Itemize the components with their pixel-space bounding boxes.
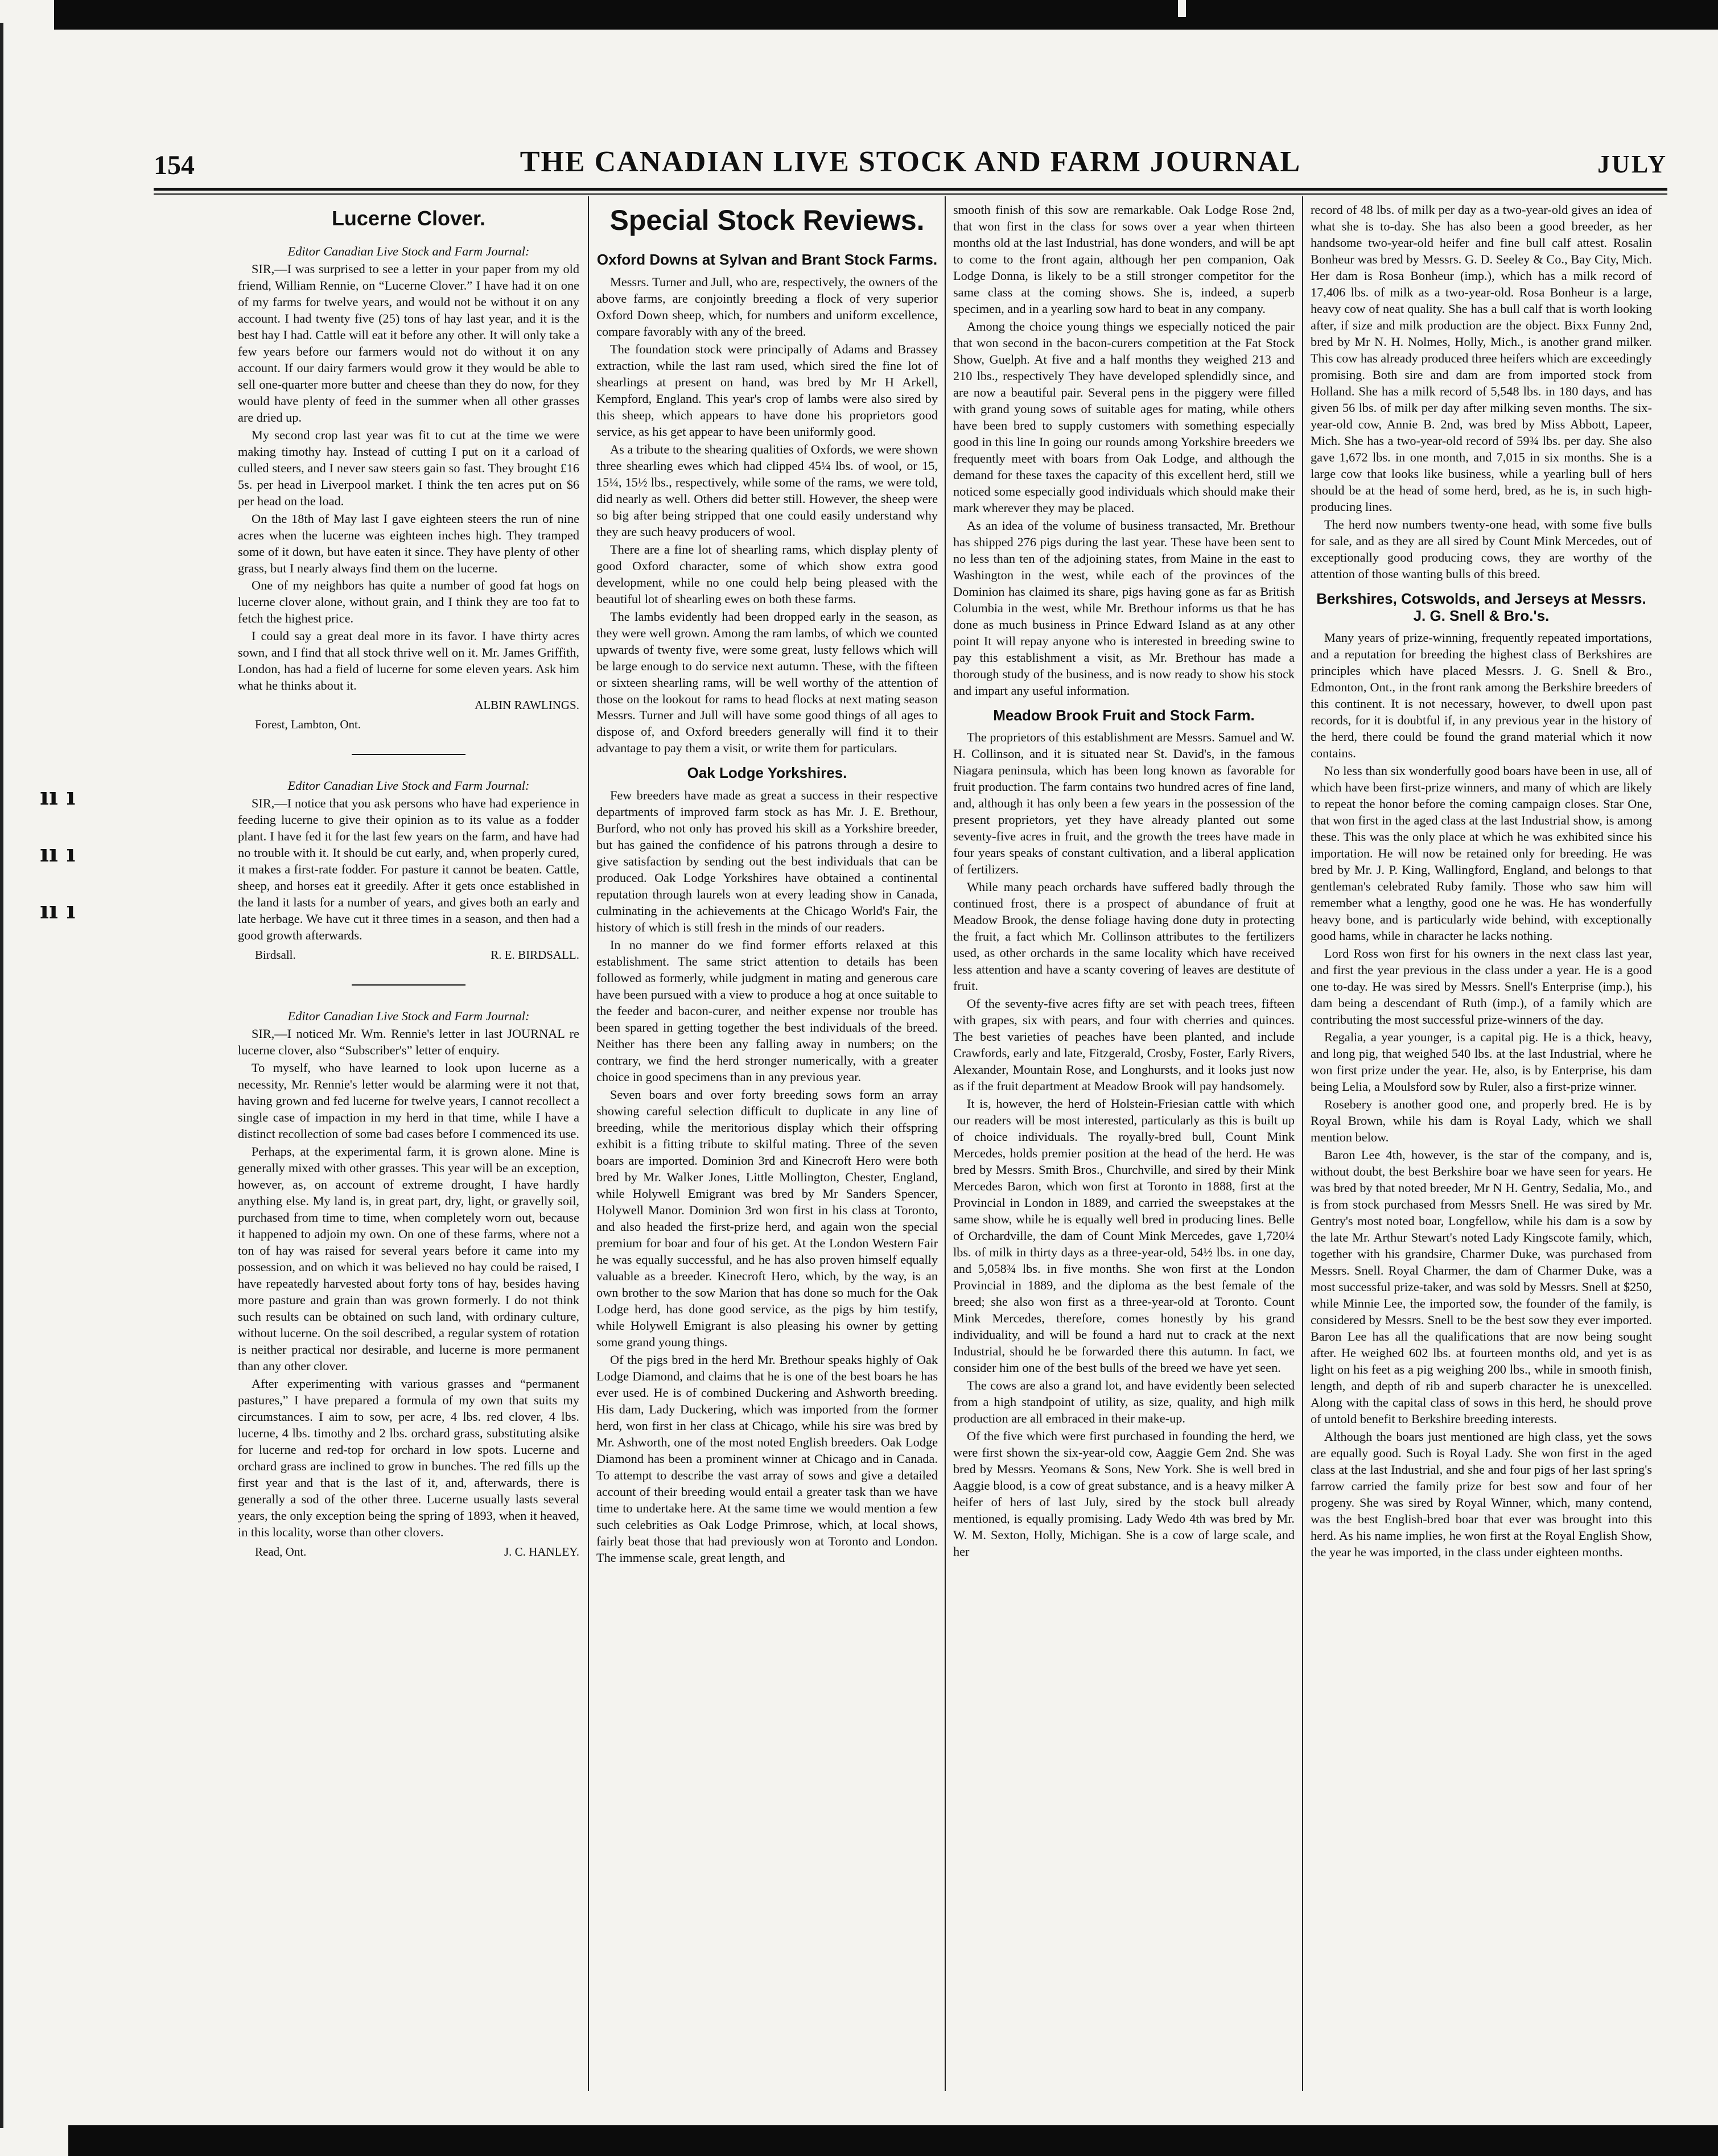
paragraph: There are a fine lot of shearling rams, which display plenty of good Oxford character, some of which show extra good development, while no one could help being pleased with the beautiful lot of shearling ewes on both these farms. [596, 542, 938, 606]
column-rule [1302, 196, 1303, 2091]
margin-mark: ıı ı [40, 782, 76, 810]
paragraph: Of the five which were first purchased in founding the herd, we were first shown the six-year-old cow, Aaggie Gem 2nd. She was bred by Messrs. Yeomans & Sons, New York. She is well bred in Aaggie blood, is a cow of great substance, and is a heavy milker A heifer of hers of last July, sired by the stock bull already mentioned, is equally promising. Lady Wedo 4th was bred by Mr. W. M. Sexton, Holly, Michigan. She is a cow of large scale, and her [953, 1428, 1295, 1559]
paragraph: No less than six wonderfully good boars have been in use, all of which have been first-prize winners, and many of which are likely to repeat the honor before the coming campaign closes. Star One, that won first in the aged class at the last Industrial show, is among these. This was the only place at which he was exhibited since his importation. He will now be retained only for breeding. He was bred by Mr. J. P. King, Wallingford, England, and belongs to that gentleman's celebrated Ruby family. Those who saw him will remember what a lengthy, good one he was. He has wonderfully heavy bone, and is particularly wide behind, with exceptionally good hams, while in character he lacks nothing. [1311, 764, 1652, 943]
paragraph: Lord Ross won first for his owners in the next class last year, and first the year previous in the class under a year. He is a good one to-day. He was sired by Messrs. Snell's Enterprise (imp.), his dam being a descendant of Ruth (imp.), of a family which are contributing the most successful prize-winners of the day. [1311, 946, 1652, 1027]
header-rule-thin [154, 193, 1667, 195]
paragraph: smooth finish of this sow are remarkable. Oak Lodge Rose 2nd, that won first in the class for sows over a year when thirteen months old at the last Industrial, has done wonders, and will be apt to come to the front again, although her pen companion, Oak Lodge Donna, is likely to be a still stronger competitor for the same class at the coming shows. She is, indeed, a superb specimen, and in a yearling sow hard to beat in any company. [953, 203, 1295, 316]
column-rule [588, 196, 589, 2091]
paragraph: To myself, who have learned to look upon lucerne as a necessity, Mr. Rennie's letter would be alarming were it not that, having grown and fed lucerne for twelve years, I cannot recollect a single case of impaction in my herd in that time, while I have a distinct recollection of some bad cases before I commenced its use. [238, 1061, 579, 1141]
paragraph: I could say a great deal more in its favor. I have thirty acres sown, and I find that all stock thrive well on it. Mr. James Griffith, London, has had a field of lucerne for some eleven years. Ask him what he thinks about it. [238, 629, 579, 693]
paragraph: Among the choice young things we especially noticed the pair that won second in the bacon-curers competition at the Fat Stock Show, Guelph. At five and a half months they weighed 213 and 210 lbs., respectively They have developed splendidly since, and are now a beautiful pair. Several pens in the piggery were filled with grand young sows of suitable ages for mating, while others have been bred to supply customers with something especially good in this line In going our rounds among Yorkshire breeders we frequently meet with boars from Oak Lodge, and although the demand for these taxes the capacity of this excellent herd, still we noticed some especially good individuals which should make their mark wherever they may be placed. [953, 319, 1295, 515]
signature-name: ALBIN RAWLINGS. [475, 698, 579, 712]
margin-mark: ıı ı [40, 839, 76, 867]
column-4 [1311, 202, 1652, 2091]
signature: Read, Ont. J. C. HANLEY. [255, 1544, 579, 1559]
page-header [154, 145, 1667, 185]
paragraph: SIR,—I noticed Mr. Wm. Rennie's letter in last JOURNAL re lucerne clover, also “Subscriber's” letter of enquiry. [238, 1027, 579, 1058]
paragraph: Of the seventy-five acres fifty are set with peach trees, fifteen with grapes, six with pears, and four with cherries and quinces. The best varieties of peaches have been planted, and include Crawfords, early and late, Fitzgerald, Crosby, Foster, Early Rivers, Alexander, Mountain Rose, and Longhursts, and it looks just now as if the fruit department at Meadow Brook will pay handsomely. [953, 996, 1295, 1094]
journal-title: THE CANADIAN LIVE STOCK AND FARM JOURNAL [520, 146, 1301, 178]
paragraph: My second crop last year was fit to cut at the time we were making timothy hay. Instead of cutting I put on it a carload of culled steers, and I never saw steers gain so fast. They brought £16 5s. per head in Liverpool market. I think the ten acres put on $6 per head on the load. [238, 427, 579, 508]
scan-top-bar [54, 0, 1718, 30]
paragraph: record of 48 lbs. of milk per day as a two-year-old gives an idea of what she is to-day. She has also been a good breeder, as her handsome two-year-old heifer and fine bull calf attest. Rosalin Bonheur was bred by Messrs. G. D. Seeley & Co., Bay City, Mich. Her dam is Rosa Bonheur (imp.), which has a milk record of 17,406 lbs. of milk as a two-year-old. Rosa Bonheur is a large, heavy cow of neat quality. She has a bull calf that is worth looking after, if size and milk production are the object. Bixx Funny 2nd, bred by Mr N. H. Nolmes, Holly, Mich., is another grand milker. This cow has already produced three heifers which are exceedingly promising. Both sire and dam are from imported stock from Holland. She has a milk record of 5,548 lbs. in 180 days, and has given 56 lbs. of milk per day after milking seven months. The six-year-old cow, Annie B. 2nd, was bred by Miss Abbott, Lapeer, Mich. She has a two-year-old record of 59¾ lbs. per day. She also gave 1,672 lbs. in one month, and 7,015 in six months. She is a large cow that looks like business, while a yearling bull of hers should be at the head of some herd, bred, as he is, in such high-producing lines. [1311, 203, 1652, 514]
paragraph: Seven boars and over forty breeding sows form an array showing careful selection difficult to duplicate in any line of breeding, while the meritorious display which their offspring exhibit is a fitting tribute to skilful mating. Three of the seven boars are imported. Dominion 3rd and Kinecroft Hero were both bred by Mr. Walker Jones, Little Mollington, Chester, England, while Holywell Emigrant was bred by Mr Sanders Spencer, Holywell Manor. Dominion 3rd won first in his class at Toronto, and also headed the first-prize herd, and again won the special premium for boar and four of his get. At the London Western Fair he was equally successful, and he has also proven himself equally valuable as a breeder. Kinecroft Hero, which, by the way, is an own brother to the sow Marion that has done so much for the Oak Lodge herd, has done good service, as the pigs by him testify, while Holywell Emigrant is also pleasing his owner by getting some grand young things. [596, 1087, 938, 1349]
paragraph: Few breeders have made as great a success in their respective departments of improved farm stock as has Mr. J. E. Brethour, Burford, who not only has proved his skill as a Yorkshire breeder, but has gained the confidence of his patrons through a desire to give satisfaction by sending out the best individuals that can be produced. Oak Lodge Yorkshires have obtained a continental reputation through laurels won at every leading show in Canada, culminating in the achievements at the Chicago World's Fair, the history of which is still fresh in the minds of our readers. [596, 788, 938, 935]
column-2 [596, 202, 938, 2091]
scan-top-gap [1178, 0, 1186, 17]
paragraph: The lambs evidently had been dropped early in the season, as they were well grown. Among the ram lambs, of which we counted upwards of twenty five, were some great, lusty fellows which will be large enough to do service next autumn. These, with the fifteen or sixteen shearling rams, will be well worthy of the attention of those on the lookout for rams to head flocks at next mating season Messrs. Turner and Jull will have some good things of all ages to dispose of, and Oxford breeders generally will find it to their advantage to pay them a visit, or write them for particulars. [596, 609, 938, 756]
paragraph: Messrs. Turner and Jull, who are, respectively, the owners of the above farms, are conjointly breeding a flock of very superior Oxford Down sheep, which, for numbers and uniform excellence, compare favorably with any of the breed. [596, 274, 938, 339]
editor-salutation: Editor Canadian Live Stock and Farm Journal: [287, 778, 530, 793]
paragraph: Perhaps, at the experimental farm, it is grown alone. Mine is generally mixed with other grasses. This year will be an exception, however, as, on account of extreme drought, I have hardly anything else. My land is, in great part, dry, light, or gravelly soil, purchased from time to time, when completely worn out, because it happened to adjoin my own. On one of these farms, where not a ton of hay was raised for several years before it came into my possession, and on which it was believed no hay could be raised, I have repeatedly harvested about forty tons of hay, besides having more pasture and grain than was grown formerly. I do not think such results can be obtained on such land, with ordinary culture, without lucerne. On the soil described, a regular system of rotation is neither practical nor desirable, and lucerne is more permanent than any other clover. [238, 1144, 579, 1373]
column-rule [945, 196, 946, 2091]
divider [352, 984, 465, 986]
paragraph: On the 18th of May last I gave eighteen steers the run of nine acres when the lucerne was eighteen inches high. They tramped some of it down, but have eaten it since. They have plenty of other grass, but I nearly always find them on the lucerne. [238, 511, 579, 575]
paragraph: SIR,—I was surprised to see a letter in your paper from my old friend, William Rennie, on “Lucerne Clover.” I have had it on one of my farms for twelve years, and would not be without it on any account. I had twenty five (25) tons of hay last year, and it is the best hay I had. Cattle will eat it before any other. It will only take a few years before our farmers would not do without it on any account. If our dairy farmers would grow it they would be able to sell one-quarter more butter and cheese than they do now, for they would have plenty of feed in the summer when all other grasses are dried up. [238, 261, 579, 424]
scan-left-edge [0, 23, 3, 2128]
signature: Birdsall. R. E. BIRDSALL. [255, 947, 579, 962]
paragraph: It is, however, the herd of Holstein-Friesian cattle with which our readers will be most interested, particularly as this is built up of choice individuals. The royally-bred bull, Count Mink Mercedes, holds premier position at the head of the herd. He was bred by Messrs. Smith Bros., Churchville, and sired by their Mink Mercedes Baron, which won first at Toronto in 1888, first at the Provincial in London in 1889, and carried the sweepstakes at the same show, while he is equally well bred in producing lines. Belle of Orchardville, the dam of Count Mink Mercedes, gave 1,720¼ lbs. of milk in thirty days as a three-year-old, 54½ lbs. in one day, and 5,058¾ lbs. in five months. She won first at the London Provincial in 1889, and the diploma as the best female of the breed; she also won first as a three-year-old at Toronto. Count Mink Mercedes, therefore, comes honestly by his grand individuality, and will be found a hard nut to crack at the next Industrial, should he be forwarded there this autumn. In fact, we consider him one of the best bulls of the breed we have yet seen. [953, 1096, 1295, 1375]
paragraph: The proprietors of this establishment are Messrs. Samuel and W. H. Collinson, and it is situated near St. David's, in the famous Niagara peninsula, which has been long known as favorable for fruit production. The farm contains two hundred acres of fine land, and, although it has only been a few years in the possession of the present proprietors, yet they have already planted out some seventy-five acres in fruit, and the growth the trees have made in four years speaks of constant cultivation, and a liberal application of fertilizers. [953, 730, 1295, 877]
editor-salutation: Editor Canadian Live Stock and Farm Journal: [287, 1009, 530, 1024]
column-3 [953, 202, 1295, 2091]
page-number: 154 [154, 150, 195, 180]
issue-month: JULY [1597, 150, 1667, 178]
paragraph: In no manner do we find former efforts relaxed at this establishment. The same strict attention to details has been followed as formerly, while judgment in mating and generous care have been pursued with a view to produce a hog at once suitable to the feeder and bacon-curer, and neither expense nor trouble has been spared in getting together the best individuals of the breed. Neither has there been any falling away in numbers; on the contrary, we find the herd stronger numerically, with a greater choice in good specimens than in any previous year. [596, 938, 938, 1085]
margin-mark: ıı ı [40, 896, 76, 924]
paragraph: Baron Lee 4th, however, is the star of the company, and is, without doubt, the best Berkshire boar we have seen for years. He was bred by that noted breeder, Mr N H. Gentry, Sedalia, Mo., and is from stock purchased from Messrs Snell. He was sired by Mr. Gentry's most noted boar, Longfellow, while his dam is a sow by the late Mr. Arthur Stewart's noted Lady Kingscote family, which, together with his grandsire, Charmer Duke, was purchased from Messrs. Snell. Royal Charmer, the dam of Charmer Duke, was a most successful prize-taker, and was sold by Messrs. Snell at $250, while Minnie Lee, the imported sow, the founder of the family, is considered by Messrs. Snell to be the best sow they ever imported. Baron Lee has all the qualifications that are now being sought after. He weighed 602 lbs. at fourteen months old, and yet is as light on his feet as a pig weighing 200 lbs., while in smooth finish, length, and depth of rib and superb character he is unexcelled. Along with the capital class of sows in this herd, he should prove of untold benefit to Berkshire breeding interests. [1311, 1147, 1652, 1426]
paragraph: After experimenting with various grasses and “permanent pastures,” I have prepared a formula of my own that suits my circumstances. I aim to sow, per acre, 4 lbs. red clover, 4 lbs. lucerne, 4 lbs. timothy and 2 lbs. orchard grass, substituting alsike for lucerne and red-top for orchard in low spots. Lucerne and orchard grass are inclined to grow in bunches. The red fills up the first year and that is the last of it, and, afterwards, there is generally a sod of the other three. Lucerne usually lasts several years, the only exception being the spring of 1893, when it heaved, in this locality, worse than other clovers. [238, 1376, 579, 1539]
paragraph: While many peach orchards have suffered badly through the continued frost, there is a prospect of abundance of fruit at Meadow Brook, the dense foliage having done duty in protecting the fruit, a fact which Mr. Collinson attributes to the fertilizers used, as other orchards in the same locality which have received less attention and have a scanty covering of leaves are destitute of fruit. [953, 880, 1295, 994]
signature [255, 698, 579, 713]
paragraph: As an idea of the volume of business transacted, Mr. Brethour has shipped 276 pigs during the last year. These have been sent to no less than ten of the adjoining states, from Maine in the east to Washington in the west, while each of the provinces of the Dominion has claimed its share, pigs having gone as far as British Columbia in the west, while Mr. Brethour informs us that he has done as much business in Prince Edward Island as at any other point It will repay anyone who is interested in breeding swine to pay this establishment a visit, as Mr. Brethour has made a thorough study of the business, and is now ready to show his stock and impart any useful information. [953, 518, 1295, 698]
paragraph: The foundation stock were principally of Adams and Brassey extraction, while the last ram used, which sired the fine lot of shearlings at present on hand, was bred by Mr H Arkell, Kempford, England. This year's crop of lambs were also sired by this sheep, which appears to have done his proprietors good service, as his get appear to have been uniformly good. [596, 341, 938, 439]
divider [352, 754, 465, 755]
section-title: Special Stock Reviews. [609, 204, 925, 236]
paragraph: SIR,—I notice that you ask persons who have had experience in feeding lucerne to give their opinion as to its value as a fodder plant. I have fed it for the last few years on the farm, and have had no trouble with it. It should be cut early, and, when properly cured, it makes a first-rate fodder. For pasture it cannot be beaten. Cattle, sheep, and horses eat it greedily. After it gets once established in the land it lasts for a number of years, and gives both an early and late herbage. We have cut it three times in a season, and then had a good growth afterwards. [238, 795, 579, 942]
paragraph: The cows are also a grand lot, and have evidently been selected from a high standpoint of utility, as size, quality, and high milk production are all embraced in their make-up. [953, 1378, 1295, 1425]
article-title: Oak Lodge Yorkshires. [687, 764, 847, 782]
article-title: Meadow Brook Fruit and Stock Farm. [993, 706, 1255, 724]
scan-bottom-bar [68, 2125, 1718, 2156]
signature-place: Forest, Lambton, Ont. [255, 717, 361, 731]
column-1 [238, 202, 579, 2091]
paragraph: One of my neighbors has quite a number of good fat hogs on lucerne clover alone, without grain, and I think they are too fat to fetch the highest price. [238, 578, 579, 626]
article-title: Oxford Downs at Sylvan and Brant Stock Farms. [596, 251, 938, 268]
paragraph: Regalia, a year younger, is a capital pig. He is a thick, heavy, and long pig, that weighed 540 lbs. at the last Industrial, where he won first prize under the year. He, also, is by Enterprise, his dam being Lelia, a Moulsford sow by Ruler, also a first-prize winner. [1311, 1030, 1652, 1094]
paragraph: As a tribute to the shearing qualities of Oxfords, we were shown three shearling ewes which had clipped 45¼ lbs. of wool, or 15, 15¼, 15½ lbs., respectively, while some of the rams, we were told, did nearly as well. Others did better still. However, the sheep were so big after being stripped that one could easily understand why they are such heavy producers of wool. [596, 442, 938, 539]
paragraph: Although the boars just mentioned are high class, yet the sows are equally good. Such is Royal Lady. She won first in the aged class at the last Industrial, and she and four pigs of her last spring's farrow carried the family prize for best sow and four of her progeny. She was sired by Royal Winner, which, many contend, was the best English-bred boar that ever was brought into this herd. As his name implies, he won first at the Royal English Show, the year he was imported, in the class under eighteen months. [1311, 1429, 1652, 1559]
header-rule [154, 188, 1667, 191]
article-title: Lucerne Clover. [331, 207, 486, 230]
paragraph: Many years of prize-winning, frequently repeated importations, and a reputation for breeding the highest class of Berkshires are principles which have placed Messrs. J. G. Snell & Bro., Edmonton, Ont., in the front rank among the Berkshire breeders of this continent. It is not necessary, however, to dwell upon past records, for it is doubtful if, in any previous year in the history of the herd, there could be found the grand material which it now contains. [1311, 630, 1652, 761]
article-title: Berkshires, Cotswolds, and Jerseys at Messrs. J. G. Snell & Bro.'s. [1316, 590, 1646, 624]
paragraph: Rosebery is another good one, and properly bred. He is by Royal Brown, while his dam is Royal Lady, which we shall mention below. [1311, 1096, 1652, 1144]
editor-salutation: Editor Canadian Live Stock and Farm Journal: [287, 244, 530, 258]
paragraph: The herd now numbers twenty-one head, with some five bulls for sale, and as they are all sired by Count Mink Mercedes, out of exceptionally good producing cows, they are worthy of the attention of those wanting bulls of this breed. [1311, 517, 1652, 581]
paragraph: Of the pigs bred in the herd Mr. Brethour speaks highly of Oak Lodge Diamond, and claims that he is one of the best boars he has ever used. He is of combined Duckering and Ashworth breeding. His dam, Lady Duckering, which was imported from the former herd, won first in her class at Chicago, while his sire was bred by Mr. Ashworth, one of the most noted English breeders. Oak Lodge Diamond has been a prominent winner at Chicago and in Canada. To attempt to describe the vast array of sows and give a detailed account of their breeding would entail a greater task than we have time to undertake here. At the same time we would mention a few such celebrities as Oak Lodge Primrose, which, at local shows, fairly beat those that had previously won at Toronto and London. The immense scale, great length, and [596, 1352, 938, 1565]
